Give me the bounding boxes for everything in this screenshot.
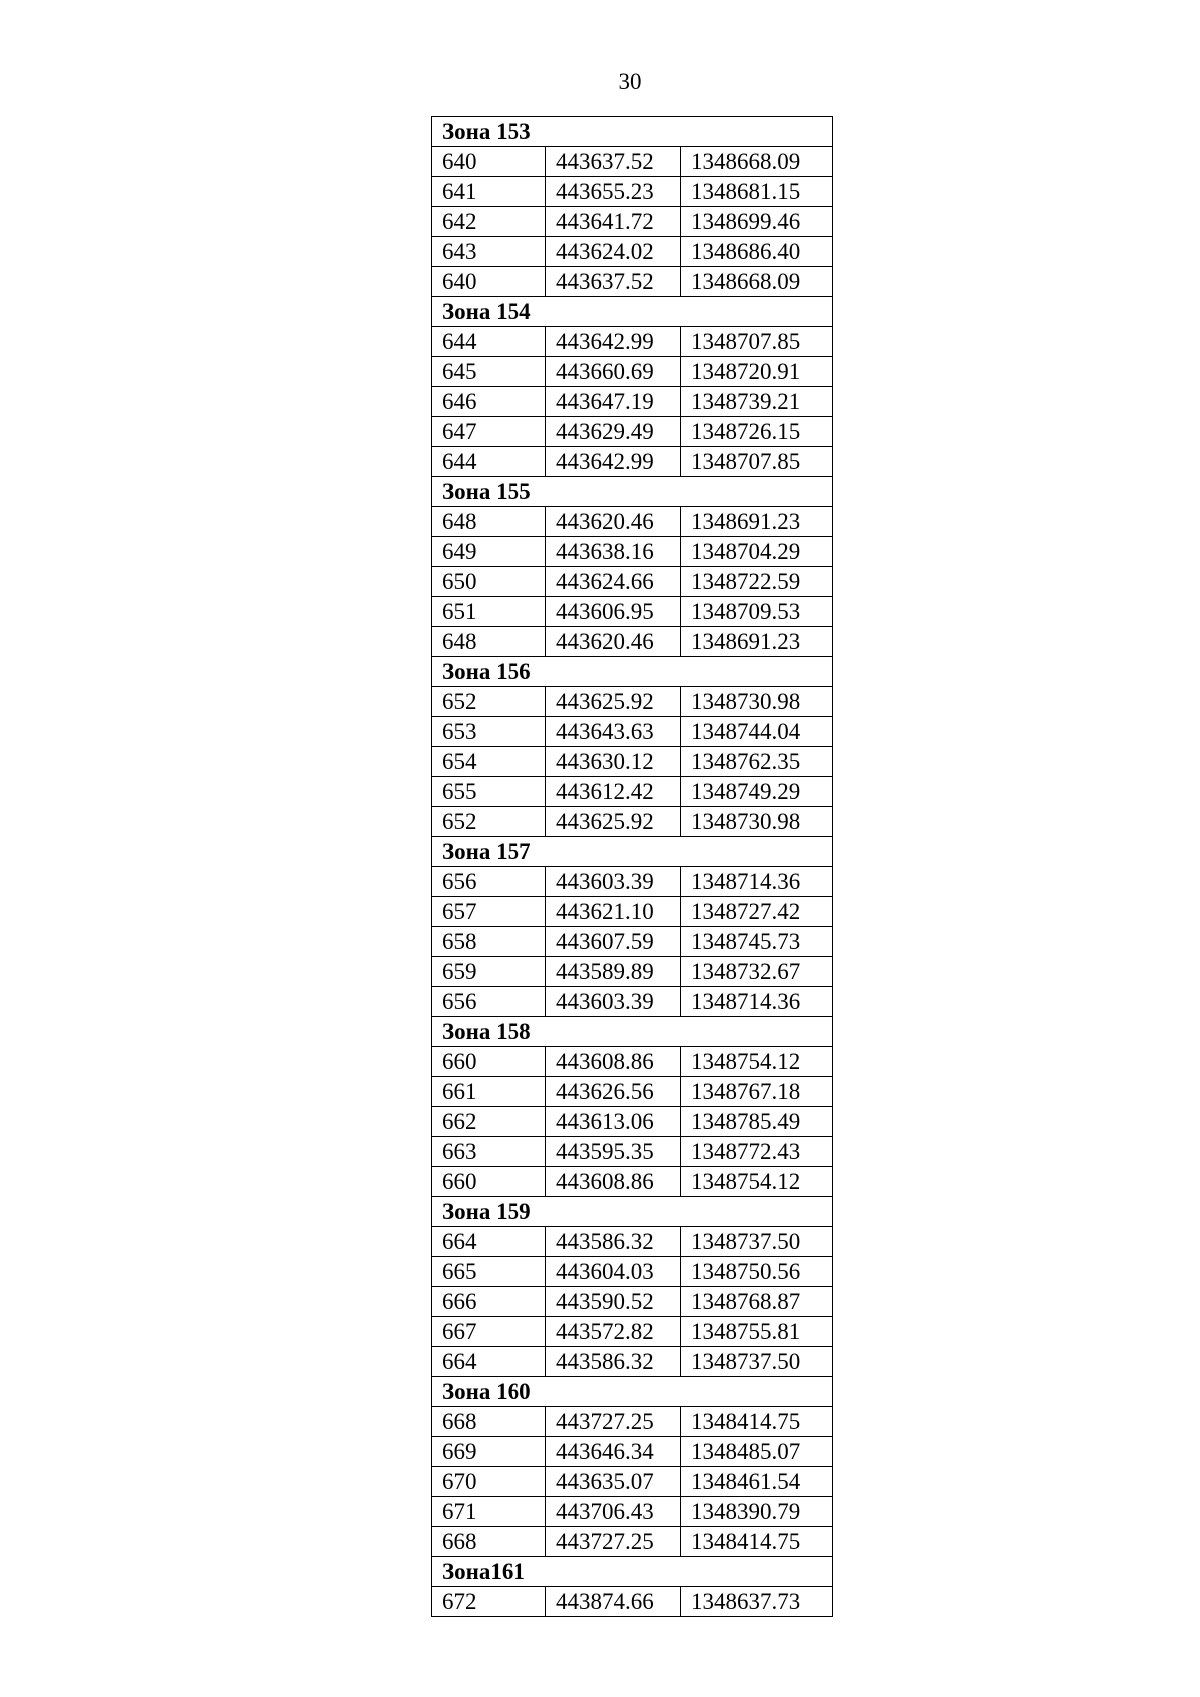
point-number-cell: 666 — [432, 1287, 546, 1317]
y-coordinate-cell: 1348691.23 — [681, 627, 833, 657]
point-number-cell: 659 — [432, 957, 546, 987]
x-coordinate-cell: 443608.86 — [546, 1047, 681, 1077]
table-row — [432, 147, 833, 177]
y-coordinate-cell: 1348691.23 — [681, 507, 833, 537]
table-row — [432, 1437, 833, 1467]
x-coordinate-cell: 443629.49 — [546, 417, 681, 447]
zone-header-row — [432, 837, 833, 867]
y-coordinate-cell: 1348414.75 — [681, 1407, 833, 1437]
y-coordinate-cell: 1348745.73 — [681, 927, 833, 957]
y-coordinate-cell: 1348762.35 — [681, 747, 833, 777]
x-coordinate-cell: 443606.95 — [546, 597, 681, 627]
y-coordinate-cell: 1348637.73 — [681, 1587, 833, 1617]
point-number-cell: 642 — [432, 207, 546, 237]
table-row — [432, 237, 833, 267]
y-coordinate-cell: 1348749.29 — [681, 777, 833, 807]
zone-title: Зона 158 — [432, 1017, 833, 1047]
point-number-cell: 648 — [432, 627, 546, 657]
point-number-cell: 663 — [432, 1137, 546, 1167]
zone-header-row — [432, 1017, 833, 1047]
point-number-cell: 670 — [432, 1467, 546, 1497]
y-coordinate-cell: 1348707.85 — [681, 447, 833, 477]
point-number-cell: 648 — [432, 507, 546, 537]
y-coordinate-cell: 1348668.09 — [681, 147, 833, 177]
point-number-cell: 672 — [432, 1587, 546, 1617]
table-row — [432, 1227, 833, 1257]
x-coordinate-cell: 443706.43 — [546, 1497, 681, 1527]
zone-header-row — [432, 1557, 833, 1587]
x-coordinate-cell: 443589.89 — [546, 957, 681, 987]
x-coordinate-cell: 443626.56 — [546, 1077, 681, 1107]
zone-title: Зона161 — [432, 1557, 833, 1587]
table-row — [432, 957, 833, 987]
x-coordinate-cell: 443642.99 — [546, 327, 681, 357]
x-coordinate-cell: 443590.52 — [546, 1287, 681, 1317]
x-coordinate-cell: 443620.46 — [546, 627, 681, 657]
point-number-cell: 668 — [432, 1527, 546, 1557]
table-row — [432, 1077, 833, 1107]
zone-title: Зона 153 — [432, 117, 833, 147]
y-coordinate-cell: 1348772.43 — [681, 1137, 833, 1167]
zone-header-row — [432, 1197, 833, 1227]
x-coordinate-cell: 443874.66 — [546, 1587, 681, 1617]
y-coordinate-cell: 1348390.79 — [681, 1497, 833, 1527]
point-number-cell: 662 — [432, 1107, 546, 1137]
x-coordinate-cell: 443641.72 — [546, 207, 681, 237]
table-row — [432, 207, 833, 237]
table-row — [432, 327, 833, 357]
page-number: 30 — [618, 69, 642, 94]
point-number-cell: 641 — [432, 177, 546, 207]
x-coordinate-cell: 443625.92 — [546, 687, 681, 717]
x-coordinate-cell: 443642.99 — [546, 447, 681, 477]
y-coordinate-cell: 1348461.54 — [681, 1467, 833, 1497]
zone-header-row — [432, 1377, 833, 1407]
y-coordinate-cell: 1348754.12 — [681, 1167, 833, 1197]
table-row — [432, 1167, 833, 1197]
x-coordinate-cell: 443646.34 — [546, 1437, 681, 1467]
y-coordinate-cell: 1348755.81 — [681, 1317, 833, 1347]
point-number-cell: 668 — [432, 1407, 546, 1437]
point-number-cell: 667 — [432, 1317, 546, 1347]
x-coordinate-cell: 443637.52 — [546, 267, 681, 297]
table-row — [432, 567, 833, 597]
point-number-cell: 646 — [432, 387, 546, 417]
x-coordinate-cell: 443624.02 — [546, 237, 681, 267]
point-number-cell: 644 — [432, 327, 546, 357]
table-row — [432, 1107, 833, 1137]
x-coordinate-cell: 443635.07 — [546, 1467, 681, 1497]
point-number-cell: 671 — [432, 1497, 546, 1527]
zone-title: Зона 160 — [432, 1377, 833, 1407]
y-coordinate-cell: 1348750.56 — [681, 1257, 833, 1287]
y-coordinate-cell: 1348754.12 — [681, 1047, 833, 1077]
table-row — [432, 1467, 833, 1497]
point-number-cell: 644 — [432, 447, 546, 477]
x-coordinate-cell: 443624.66 — [546, 567, 681, 597]
zone-title: Зона 155 — [432, 477, 833, 507]
y-coordinate-cell: 1348739.21 — [681, 387, 833, 417]
table-row — [432, 1587, 833, 1617]
x-coordinate-cell: 443727.25 — [546, 1407, 681, 1437]
point-number-cell: 649 — [432, 537, 546, 567]
y-coordinate-cell: 1348720.91 — [681, 357, 833, 387]
table-row — [432, 897, 833, 927]
x-coordinate-cell: 443595.35 — [546, 1137, 681, 1167]
y-coordinate-cell: 1348709.53 — [681, 597, 833, 627]
y-coordinate-cell: 1348768.87 — [681, 1287, 833, 1317]
y-coordinate-cell: 1348730.98 — [681, 687, 833, 717]
table-row — [432, 927, 833, 957]
table-row — [432, 1407, 833, 1437]
table-row — [432, 1317, 833, 1347]
zone-header-row — [432, 477, 833, 507]
table-row — [432, 867, 833, 897]
table-row — [432, 357, 833, 387]
y-coordinate-cell: 1348737.50 — [681, 1227, 833, 1257]
table-row — [432, 987, 833, 1017]
coordinates-table-body — [432, 117, 833, 1617]
y-coordinate-cell: 1348722.59 — [681, 567, 833, 597]
point-number-cell: 640 — [432, 147, 546, 177]
table-row — [432, 177, 833, 207]
table-row — [432, 1347, 833, 1377]
table-row — [432, 597, 833, 627]
table-row — [432, 447, 833, 477]
y-coordinate-cell: 1348737.50 — [681, 1347, 833, 1377]
point-number-cell: 653 — [432, 717, 546, 747]
x-coordinate-cell: 443608.86 — [546, 1167, 681, 1197]
point-number-cell: 661 — [432, 1077, 546, 1107]
x-coordinate-cell: 443621.10 — [546, 897, 681, 927]
point-number-cell: 665 — [432, 1257, 546, 1287]
point-number-cell: 658 — [432, 927, 546, 957]
zone-header-row — [432, 657, 833, 687]
y-coordinate-cell: 1348686.40 — [681, 237, 833, 267]
x-coordinate-cell: 443655.23 — [546, 177, 681, 207]
x-coordinate-cell: 443660.69 — [546, 357, 681, 387]
table-row — [432, 387, 833, 417]
x-coordinate-cell: 443613.06 — [546, 1107, 681, 1137]
y-coordinate-cell: 1348785.49 — [681, 1107, 833, 1137]
y-coordinate-cell: 1348767.18 — [681, 1077, 833, 1107]
table-row — [432, 507, 833, 537]
table-row — [432, 807, 833, 837]
point-number-cell: 651 — [432, 597, 546, 627]
x-coordinate-cell: 443607.59 — [546, 927, 681, 957]
x-coordinate-cell: 443603.39 — [546, 867, 681, 897]
y-coordinate-cell: 1348744.04 — [681, 717, 833, 747]
y-coordinate-cell: 1348732.67 — [681, 957, 833, 987]
table-row — [432, 747, 833, 777]
table-row — [432, 1047, 833, 1077]
table-row — [432, 1257, 833, 1287]
point-number-cell: 664 — [432, 1227, 546, 1257]
y-coordinate-cell: 1348727.42 — [681, 897, 833, 927]
table-row — [432, 687, 833, 717]
zone-header-row — [432, 297, 833, 327]
x-coordinate-cell: 443586.32 — [546, 1227, 681, 1257]
point-number-cell: 655 — [432, 777, 546, 807]
zone-title: Зона 157 — [432, 837, 833, 867]
x-coordinate-cell: 443620.46 — [546, 507, 681, 537]
y-coordinate-cell: 1348726.15 — [681, 417, 833, 447]
table-row — [432, 537, 833, 567]
point-number-cell: 657 — [432, 897, 546, 927]
point-number-cell: 660 — [432, 1047, 546, 1077]
y-coordinate-cell: 1348681.15 — [681, 177, 833, 207]
x-coordinate-cell: 443625.92 — [546, 807, 681, 837]
point-number-cell: 647 — [432, 417, 546, 447]
point-number-cell: 664 — [432, 1347, 546, 1377]
x-coordinate-cell: 443586.32 — [546, 1347, 681, 1377]
y-coordinate-cell: 1348707.85 — [681, 327, 833, 357]
y-coordinate-cell: 1348699.46 — [681, 207, 833, 237]
x-coordinate-cell: 443638.16 — [546, 537, 681, 567]
x-coordinate-cell: 443603.39 — [546, 987, 681, 1017]
point-number-cell: 656 — [432, 987, 546, 1017]
table-row — [432, 1287, 833, 1317]
y-coordinate-cell: 1348704.29 — [681, 537, 833, 567]
table-row — [432, 1527, 833, 1557]
table-row — [432, 1497, 833, 1527]
table-row — [432, 267, 833, 297]
x-coordinate-cell: 443604.03 — [546, 1257, 681, 1287]
x-coordinate-cell: 443630.12 — [546, 747, 681, 777]
point-number-cell: 660 — [432, 1167, 546, 1197]
x-coordinate-cell: 443612.42 — [546, 777, 681, 807]
point-number-cell: 654 — [432, 747, 546, 777]
table-row — [432, 1137, 833, 1167]
point-number-cell: 640 — [432, 267, 546, 297]
x-coordinate-cell: 443727.25 — [546, 1527, 681, 1557]
zone-title: Зона 154 — [432, 297, 833, 327]
zone-header-row — [432, 117, 833, 147]
table-row — [432, 717, 833, 747]
point-number-cell: 645 — [432, 357, 546, 387]
table-row — [432, 627, 833, 657]
y-coordinate-cell: 1348714.36 — [681, 987, 833, 1017]
table-row — [432, 417, 833, 447]
point-number-cell: 650 — [432, 567, 546, 597]
y-coordinate-cell: 1348714.36 — [681, 867, 833, 897]
x-coordinate-cell: 443647.19 — [546, 387, 681, 417]
point-number-cell: 652 — [432, 687, 546, 717]
x-coordinate-cell: 443572.82 — [546, 1317, 681, 1347]
zone-title: Зона 159 — [432, 1197, 833, 1227]
point-number-cell: 652 — [432, 807, 546, 837]
coordinates-table — [431, 116, 833, 1617]
point-number-cell: 669 — [432, 1437, 546, 1467]
x-coordinate-cell: 443643.63 — [546, 717, 681, 747]
y-coordinate-cell: 1348730.98 — [681, 807, 833, 837]
y-coordinate-cell: 1348414.75 — [681, 1527, 833, 1557]
y-coordinate-cell: 1348485.07 — [681, 1437, 833, 1467]
table-row — [432, 777, 833, 807]
x-coordinate-cell: 443637.52 — [546, 147, 681, 177]
point-number-cell: 656 — [432, 867, 546, 897]
zone-title: Зона 156 — [432, 657, 833, 687]
y-coordinate-cell: 1348668.09 — [681, 267, 833, 297]
point-number-cell: 643 — [432, 237, 546, 267]
